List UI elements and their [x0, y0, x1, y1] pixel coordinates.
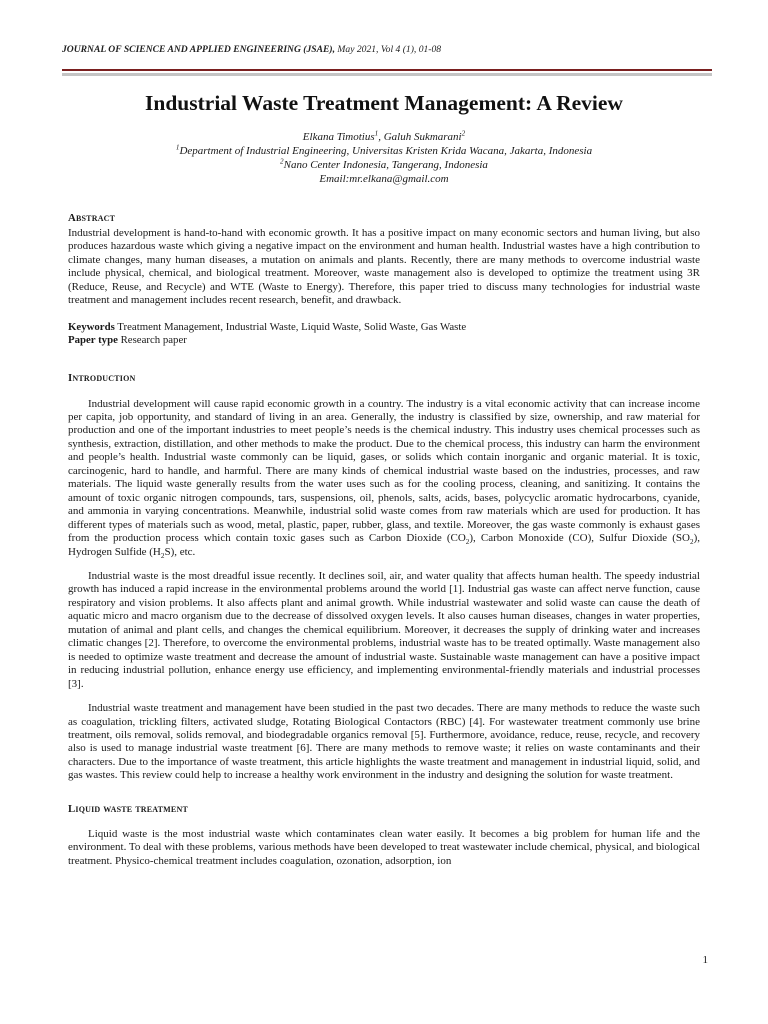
- header-rule: [62, 69, 712, 71]
- paper-title: Industrial Waste Treatment Management: A Review: [145, 91, 623, 115]
- liquid-waste-heading: Liquid waste treatment: [68, 802, 188, 815]
- abstract-text: Industrial development is hand-to-hand with economic growth. It has a positive impact on many economic sectors and human living, but also produces hazardous waste which giving a negative impact on the environment and human health. Industrial wastes have a high contribution to climate changes, many human diseases, a mutation on animals and plants. Recently, there are many methods to overcome industrial waste include physical, chemical, and biological treatment. Moreover, waste management also is developed to optimize the treatment using 3R (Reduce, Reuse, and Recycle) and WTE (Waste to Energy). Therefore, this paper tried to discuss many technologies for industrial waste treatment and management includes recent research, benefit, and drawback.: [68, 227, 700, 307]
- affiliation-2: $^2$Nano Center Indonesia, Tangerang, Indonesia: [280, 157, 488, 171]
- introduction-heading: Introduction: [68, 371, 136, 384]
- introduction-paragraph-2: Industrial waste is the most dreadful issue recently. It declines soil, air, and water quality that affects human health. The speedy industrial growth has induced a rapid increase in the environmental problems around the world [1]. Industrial gas waste can affect nerve function, cause respiratory and vision problems. It also affects plant and animal growth. While industrial wastewater and solid waste can cause the death of aquatic micro and macro organism due to the decrease of dissolved oxygen levels. It also causes human diseases, changes in water properties, mutation of animal and plant cells, and changes the chemical equilibrium. Moreover, it decreases the supply of drinking water and increases climatic changes [2]. Therefore, to overcome the environmental problems, industrial waste has to be treated optimally. Waste management also is needed to optimize waste treatment and decrease the amount of industrial waste. Sustainable waste management can have a positive impact in reducing industrial pollution, enhance energy use efficiency, and implementing environmental-friendly materials and industrial processes [3].: [68, 569, 700, 690]
- keywords-label: Keywords: [68, 320, 115, 333]
- header-rule-shadow: [62, 73, 712, 76]
- keywords-text: Treatment Management, Industrial Waste, Liquid Waste, Solid Waste, Gas Waste: [114, 320, 467, 333]
- paper-type-text: Research paper: [117, 334, 187, 347]
- page-number: 1: [702, 954, 708, 966]
- paper-body: [68, 212, 700, 868]
- running-head: [62, 44, 441, 55]
- author-block: [0, 130, 768, 186]
- journal-issue: May 2021, Vol 4 (1), 01-08: [335, 44, 442, 55]
- liquid-waste-paragraph-1: Liquid waste is the most industrial waste which contaminates clean water easily. It becomes a big problem for human life and the environment. To deal with these problems, various methods have been developed to treat wastewater include chemical, physical, and biological treatment. Physico-chemical treatment includes coagulation, ozonation, adsorption, ion: [68, 827, 700, 867]
- author-names: Elkana Timotius$^1$, Galuh Sukmarani$^2$: [302, 129, 466, 143]
- paper-type-label: Paper type: [68, 334, 118, 347]
- introduction-paragraph-3: Industrial waste treatment and management have been studied in the past two decades. There are many methods to reduce the waste such as coagulation, trickling filters, activated sludge, Rotating Biological Contactors (RBC) [4]. For wastewater treatment commonly use brine treatment, oils removal, solids removal, and biodegradable organics removal [5]. Furthermore, avoidance, reduce, reuse, recycle, and recovery also is used to manage industrial waste treatment [6]. There are many methods to remove waste; it relies on waste contaminants and their characters. Due to the importance of waste treatment, this article highlights the waste treatment and management in industrial liquid, solid, and gas wastes. This review could help to increase a healthy work environment in the industry and designing the solution for waste treatment.: [68, 702, 700, 782]
- affiliation-1: $^1$Department of Industrial Engineering, Universitas Kristen Krida Wacana, Jakarta, Indonesia: [175, 143, 593, 157]
- keywords: [68, 321, 700, 348]
- journal-name: JOURNAL OF SCIENCE AND APPLIED ENGINEERING (JSAE),: [62, 44, 336, 55]
- author-email: Email:mr.elkana@gmail.com: [319, 173, 449, 185]
- introduction-paragraph-1: Industrial development will cause rapid economic growth in a country. The industry is a vital economic activity that can increase income per capita, job opportunity, and standard of living in an area. Generally, the industry is classified by size, ownership, and raw material for production and one of the important industries to meet people’s needs is the chemical industry. This industry uses chemical processes such as synthesis, extraction, distillation, and other methods to make the product. Due to the chemical process, this industry can harm the environment and people’s health. Industrial waste commonly can be liquid, gases, or solids which contain inorganic and organic material. It is toxic, carcinogenic, hard to handle, and harmful. There are many kinds of chemical industrial waste based on the industries, processes, and raw materials. The liquid waste generally results from the water uses such as for the cooling process, cleaning, and sanitizing. It contains the amount of toxic organic nitrogen compounds, tars, suspensions, oil, phenols, salts, acids, bases, polycyclic aromatic hydrocarbons, cyanide, and ammonia in varying concentrations. Meanwhile, industrial solid waste comes from raw materials which are used for production. It has different types of materials such as wood, metal, plastic, paper, rubber, glass, and textile. Moreover, the gas waste commonly is exhaust gases from the production process which contain toxic gases such as Carbon Dioxide $(CO_2)$, Carbon Monoxide (CO), Sulfur Dioxide $(SO_2)$, Hydrogen Sulfide $(H_2S)$, etc.: [68, 397, 700, 560]
- abstract-heading: Abstract: [68, 212, 116, 224]
